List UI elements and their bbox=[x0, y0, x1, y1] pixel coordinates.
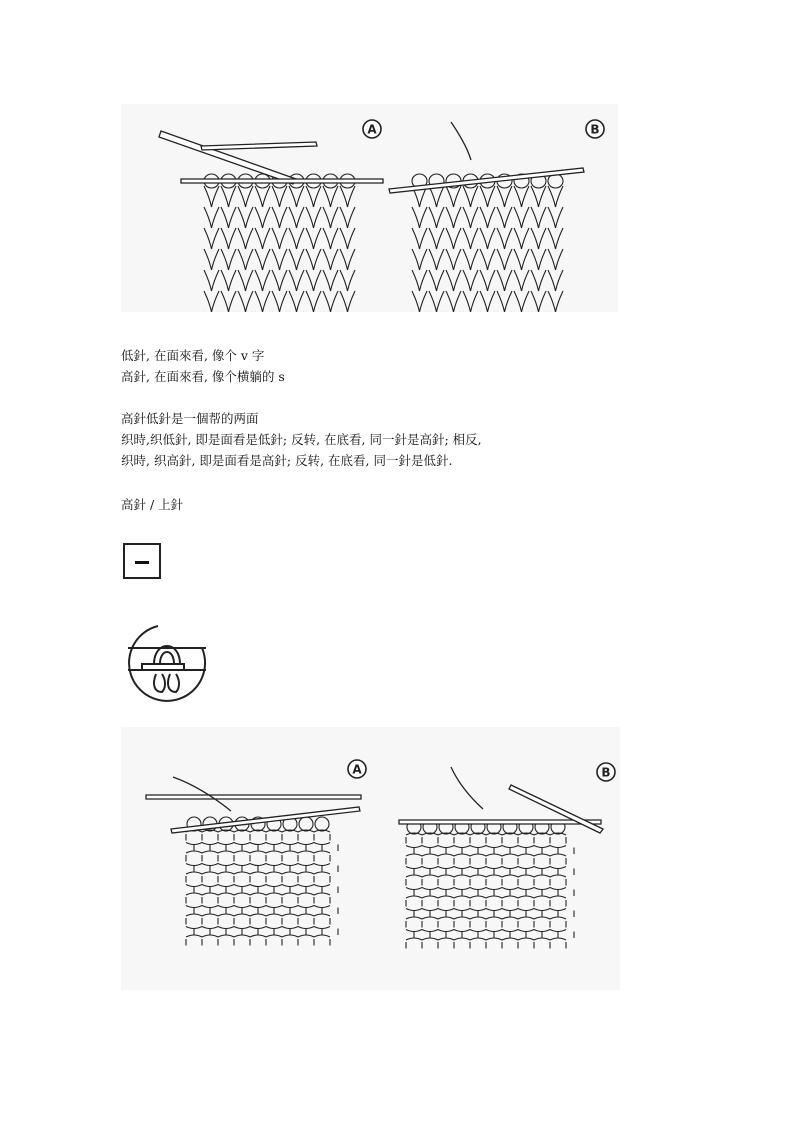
knit-stitch bbox=[306, 270, 314, 291]
knit-stitch bbox=[314, 291, 322, 312]
loop bbox=[315, 817, 329, 831]
knit-stitch bbox=[348, 228, 356, 249]
knit-stitch bbox=[497, 270, 505, 291]
knit-stitch bbox=[348, 291, 356, 312]
purl-bump-row bbox=[406, 888, 566, 890]
knit-stitch bbox=[548, 249, 556, 270]
knit-stitch bbox=[437, 186, 445, 207]
knit-stitch bbox=[289, 207, 297, 228]
knit-stitch bbox=[246, 186, 254, 207]
panel-b-label bbox=[586, 120, 604, 138]
knit-stitch bbox=[522, 186, 530, 207]
knit-stitch bbox=[471, 291, 479, 312]
knit-stitch bbox=[340, 270, 348, 291]
knit-stitch bbox=[323, 249, 331, 270]
knit-stitch bbox=[446, 228, 454, 249]
knit-stitch-illustration bbox=[121, 104, 618, 312]
knit-stitch bbox=[323, 270, 331, 291]
knit-stitch bbox=[229, 270, 237, 291]
knit-stitch bbox=[221, 207, 229, 228]
knit-stitch bbox=[280, 228, 288, 249]
purl-bump-row bbox=[406, 938, 566, 940]
knit-stitch bbox=[272, 207, 280, 228]
knit-stitch bbox=[522, 207, 530, 228]
knit-stitch bbox=[480, 270, 488, 291]
knit-stitch bbox=[497, 207, 505, 228]
knit-stitch bbox=[548, 228, 556, 249]
knit-stitch bbox=[263, 228, 271, 249]
knit-stitch bbox=[246, 270, 254, 291]
knit-stitch bbox=[229, 186, 237, 207]
knit-stitch bbox=[204, 186, 212, 207]
knit-stitch bbox=[505, 249, 513, 270]
knit-stitch bbox=[331, 291, 339, 312]
knit-stitch bbox=[531, 207, 539, 228]
text-line: 低針, 在面來看, 像个 v 字 bbox=[121, 348, 265, 363]
knit-stitch bbox=[497, 291, 505, 312]
knit-stitch bbox=[280, 186, 288, 207]
purl-bump-row bbox=[406, 896, 566, 898]
section-heading: 高針 / 上針 bbox=[121, 497, 184, 512]
knit-stitch bbox=[497, 186, 505, 207]
knit-stitch bbox=[229, 291, 237, 312]
knit-stitch bbox=[272, 186, 280, 207]
knit-stitch bbox=[255, 186, 263, 207]
knit-stitch bbox=[420, 291, 428, 312]
knit-stitch bbox=[212, 207, 220, 228]
knit-stitch bbox=[255, 228, 263, 249]
knit-stitch bbox=[522, 291, 530, 312]
knit-stitch bbox=[505, 291, 513, 312]
purl-fabric-panel-a bbox=[186, 817, 338, 946]
knit-stitch bbox=[229, 207, 237, 228]
text-line: 高針低針是一個帮的两面 bbox=[121, 411, 259, 426]
knit-stitch bbox=[505, 207, 513, 228]
knit-stitch bbox=[412, 291, 420, 312]
knit-stitch bbox=[297, 228, 305, 249]
knit-stitch bbox=[221, 249, 229, 270]
knit-stitch bbox=[488, 228, 496, 249]
knit-stitch bbox=[229, 228, 237, 249]
text-line: 织時,织低針, 即是面看是低針; 反转, 在底看, 同一針是高針; 相反, bbox=[121, 432, 482, 447]
knit-stitch bbox=[221, 270, 229, 291]
purl-bump-row bbox=[186, 906, 330, 908]
knit-stitch bbox=[437, 207, 445, 228]
knit-stitch bbox=[505, 228, 513, 249]
knit-stitch bbox=[412, 249, 420, 270]
knit-stitch bbox=[204, 207, 212, 228]
knit-stitch bbox=[204, 228, 212, 249]
knit-stitch bbox=[446, 249, 454, 270]
knit-stitch bbox=[314, 228, 322, 249]
knit-stitch bbox=[221, 291, 229, 312]
knit-stitch bbox=[297, 270, 305, 291]
knit-stitch bbox=[204, 291, 212, 312]
knit-stitch bbox=[488, 186, 496, 207]
text-line: 织時, 织高針, 即是面看是高針; 反转, 在底看, 同一針是低針. bbox=[121, 453, 453, 468]
text-block-stitch-appearance bbox=[121, 345, 285, 387]
needles-panel-b bbox=[399, 767, 603, 833]
purl-bump-row bbox=[186, 893, 330, 895]
purl-bump-row bbox=[406, 867, 566, 869]
knit-stitch bbox=[514, 291, 522, 312]
knit-stitch bbox=[463, 228, 471, 249]
knit-stitch bbox=[480, 249, 488, 270]
knit-stitch bbox=[480, 186, 488, 207]
knit-stitch bbox=[420, 249, 428, 270]
knit-stitch bbox=[514, 186, 522, 207]
knit-stitch bbox=[548, 270, 556, 291]
dash-icon bbox=[135, 561, 149, 564]
knit-stitch bbox=[212, 291, 220, 312]
knit-stitch bbox=[255, 270, 263, 291]
panel-a-label bbox=[363, 120, 381, 138]
knit-stitch bbox=[340, 249, 348, 270]
knit-stitch bbox=[331, 228, 339, 249]
knit-stitch bbox=[488, 291, 496, 312]
knit-stitch bbox=[514, 207, 522, 228]
knit-stitch bbox=[229, 249, 237, 270]
knit-stitch bbox=[446, 270, 454, 291]
knit-stitch bbox=[238, 270, 246, 291]
purl-bump-row bbox=[406, 846, 566, 848]
knit-stitch bbox=[263, 270, 271, 291]
knit-stitch bbox=[429, 291, 437, 312]
svg-text:A: A bbox=[352, 762, 362, 777]
needles-panel-a bbox=[159, 131, 383, 184]
knit-stitch bbox=[446, 291, 454, 312]
knit-stitch bbox=[471, 186, 479, 207]
knit-stitch bbox=[480, 207, 488, 228]
purl-symbol-box bbox=[123, 543, 161, 579]
purl-bump-row bbox=[406, 875, 566, 877]
knit-stitch bbox=[463, 207, 471, 228]
knit-stitch bbox=[505, 270, 513, 291]
knit-stitch bbox=[471, 228, 479, 249]
knit-stitch bbox=[297, 291, 305, 312]
knit-stitch bbox=[246, 207, 254, 228]
purl-stitch-illustration bbox=[121, 727, 620, 990]
knit-stitch bbox=[238, 249, 246, 270]
knit-stitch bbox=[255, 207, 263, 228]
knit-stitch bbox=[488, 270, 496, 291]
knit-stitch bbox=[531, 291, 539, 312]
panel-b-label bbox=[597, 763, 615, 781]
knit-stitch bbox=[471, 270, 479, 291]
knit-stitch bbox=[289, 270, 297, 291]
knit-stitch bbox=[463, 249, 471, 270]
knit-stitch bbox=[314, 186, 322, 207]
text-block-purl-heading bbox=[121, 494, 183, 515]
knit-stitch bbox=[306, 291, 314, 312]
knit-stitch bbox=[323, 228, 331, 249]
knit-stitch bbox=[531, 270, 539, 291]
knit-stitch bbox=[289, 249, 297, 270]
knit-stitch bbox=[514, 249, 522, 270]
knit-stitch bbox=[297, 186, 305, 207]
knit-stitch bbox=[238, 207, 246, 228]
svg-text:A: A bbox=[367, 122, 377, 137]
knit-stitch bbox=[531, 228, 539, 249]
knit-stitch bbox=[420, 270, 428, 291]
knit-stitch bbox=[548, 207, 556, 228]
knit-stitch bbox=[263, 291, 271, 312]
knit-stitch bbox=[263, 186, 271, 207]
knit-stitch bbox=[272, 291, 280, 312]
knit-stitch bbox=[246, 291, 254, 312]
knit-stitch bbox=[412, 228, 420, 249]
knit-stitch bbox=[348, 186, 356, 207]
knit-stitch bbox=[272, 249, 280, 270]
knit-stitch bbox=[348, 207, 356, 228]
knit-stitch bbox=[539, 270, 547, 291]
knit-stitch bbox=[289, 186, 297, 207]
purl-fabric-panel-b bbox=[406, 820, 574, 949]
knit-stitch bbox=[437, 291, 445, 312]
knit-stitch bbox=[463, 186, 471, 207]
loop bbox=[299, 817, 313, 831]
knit-stitch bbox=[314, 249, 322, 270]
knit-stitch bbox=[212, 270, 220, 291]
knit-stitch bbox=[306, 228, 314, 249]
knit-stitch bbox=[289, 291, 297, 312]
knit-stitch bbox=[463, 270, 471, 291]
knit-stitch bbox=[340, 228, 348, 249]
knit-stitch bbox=[297, 207, 305, 228]
knit-stitch bbox=[454, 249, 462, 270]
knit-stitch bbox=[514, 228, 522, 249]
knit-stitch bbox=[446, 207, 454, 228]
knit-stitch bbox=[556, 249, 564, 270]
purl-bump-row bbox=[406, 917, 566, 919]
knit-stitch bbox=[420, 207, 428, 228]
knit-stitch bbox=[454, 207, 462, 228]
knit-stitch bbox=[539, 249, 547, 270]
knit-stitch bbox=[556, 291, 564, 312]
knit-stitch bbox=[340, 291, 348, 312]
knit-stitch bbox=[556, 207, 564, 228]
knit-stitch bbox=[331, 249, 339, 270]
purl-bump-row bbox=[406, 930, 566, 932]
knit-stitch bbox=[556, 228, 564, 249]
purl-bump-row bbox=[186, 935, 330, 937]
knit-stitch bbox=[539, 207, 547, 228]
purl-bump-row bbox=[406, 854, 566, 856]
needles-panel-b bbox=[389, 122, 584, 193]
knit-stitch bbox=[471, 207, 479, 228]
knit-stitch bbox=[488, 207, 496, 228]
knit-stitch bbox=[331, 207, 339, 228]
knit-stitch bbox=[297, 249, 305, 270]
knit-stitch bbox=[212, 228, 220, 249]
knit-stitch bbox=[556, 270, 564, 291]
knit-stitch bbox=[429, 249, 437, 270]
knit-stitch bbox=[238, 291, 246, 312]
knit-fabric-panel-a bbox=[204, 174, 355, 312]
purl-bump-row bbox=[406, 909, 566, 911]
knit-stitch bbox=[340, 186, 348, 207]
knit-stitch bbox=[420, 228, 428, 249]
knit-stitch bbox=[429, 207, 437, 228]
knit-stitch bbox=[212, 186, 220, 207]
knit-stitch bbox=[306, 207, 314, 228]
text-line: 高針, 在面來看, 像个横躺的 s bbox=[121, 369, 285, 384]
knit-stitch bbox=[272, 228, 280, 249]
knit-stitch bbox=[306, 186, 314, 207]
knit-stitch bbox=[556, 186, 564, 207]
purl-bump-row bbox=[186, 885, 330, 887]
knit-stitch bbox=[429, 270, 437, 291]
knit-stitch bbox=[548, 186, 556, 207]
knit-stitch bbox=[522, 249, 530, 270]
knit-stitch bbox=[314, 270, 322, 291]
knit-stitch bbox=[280, 291, 288, 312]
knit-stitch bbox=[246, 249, 254, 270]
knit-stitch bbox=[539, 228, 547, 249]
knit-stitch bbox=[323, 207, 331, 228]
purl-stitch-icon bbox=[122, 618, 212, 708]
knit-stitch bbox=[331, 270, 339, 291]
knit-stitch bbox=[204, 249, 212, 270]
knit-stitch bbox=[280, 249, 288, 270]
knit-stitch bbox=[306, 249, 314, 270]
knit-stitch bbox=[454, 270, 462, 291]
knit-stitch bbox=[263, 207, 271, 228]
knit-stitch bbox=[331, 186, 339, 207]
knit-stitch bbox=[488, 249, 496, 270]
knit-stitch bbox=[454, 228, 462, 249]
knit-stitch bbox=[437, 249, 445, 270]
purl-bump-row bbox=[186, 872, 330, 874]
svg-text:B: B bbox=[601, 765, 611, 780]
knit-stitch bbox=[429, 228, 437, 249]
knit-stitch bbox=[323, 291, 331, 312]
knit-stitch bbox=[548, 291, 556, 312]
knit-fabric-panel-b bbox=[412, 174, 563, 312]
knit-stitch bbox=[522, 270, 530, 291]
knit-stitch bbox=[348, 249, 356, 270]
knit-stitch bbox=[246, 228, 254, 249]
knit-stitch bbox=[463, 291, 471, 312]
purl-bump-row bbox=[186, 851, 330, 853]
knit-stitch bbox=[531, 186, 539, 207]
svg-text:B: B bbox=[590, 122, 600, 137]
knit-stitch bbox=[238, 186, 246, 207]
knit-stitch bbox=[454, 291, 462, 312]
knit-stitch bbox=[505, 186, 513, 207]
knit-stitch bbox=[221, 228, 229, 249]
knit-stitch bbox=[412, 270, 420, 291]
knit-stitch bbox=[314, 207, 322, 228]
knit-stitch bbox=[412, 207, 420, 228]
knit-stitch bbox=[289, 228, 297, 249]
purl-bump-row bbox=[186, 914, 330, 916]
knit-stitch bbox=[348, 270, 356, 291]
knit-stitch bbox=[437, 228, 445, 249]
knit-stitch bbox=[531, 249, 539, 270]
knit-stitch bbox=[272, 270, 280, 291]
knit-stitch bbox=[238, 228, 246, 249]
knit-stitch bbox=[280, 270, 288, 291]
knit-stitch bbox=[280, 207, 288, 228]
knit-stitch bbox=[263, 249, 271, 270]
knit-stitch bbox=[454, 186, 462, 207]
knit-stitch bbox=[522, 228, 530, 249]
panel-a-label bbox=[348, 760, 366, 778]
knit-stitch bbox=[255, 291, 263, 312]
knit-stitch bbox=[323, 186, 331, 207]
knit-stitch bbox=[497, 228, 505, 249]
knit-stitch bbox=[212, 249, 220, 270]
knit-stitch bbox=[221, 186, 229, 207]
knit-stitch bbox=[340, 207, 348, 228]
knit-stitch bbox=[514, 270, 522, 291]
knit-stitch bbox=[437, 270, 445, 291]
purl-bump-row bbox=[186, 927, 330, 929]
knit-stitch bbox=[446, 186, 454, 207]
knit-stitch bbox=[471, 249, 479, 270]
purl-bump-row bbox=[186, 864, 330, 866]
knit-stitch bbox=[255, 249, 263, 270]
knit-stitch bbox=[539, 186, 547, 207]
purl-bump-row bbox=[186, 843, 330, 845]
knit-stitch bbox=[480, 228, 488, 249]
knit-stitch bbox=[539, 291, 547, 312]
knit-stitch bbox=[204, 270, 212, 291]
knit-stitch bbox=[480, 291, 488, 312]
text-block-two-sides bbox=[121, 408, 482, 471]
knit-stitch bbox=[497, 249, 505, 270]
